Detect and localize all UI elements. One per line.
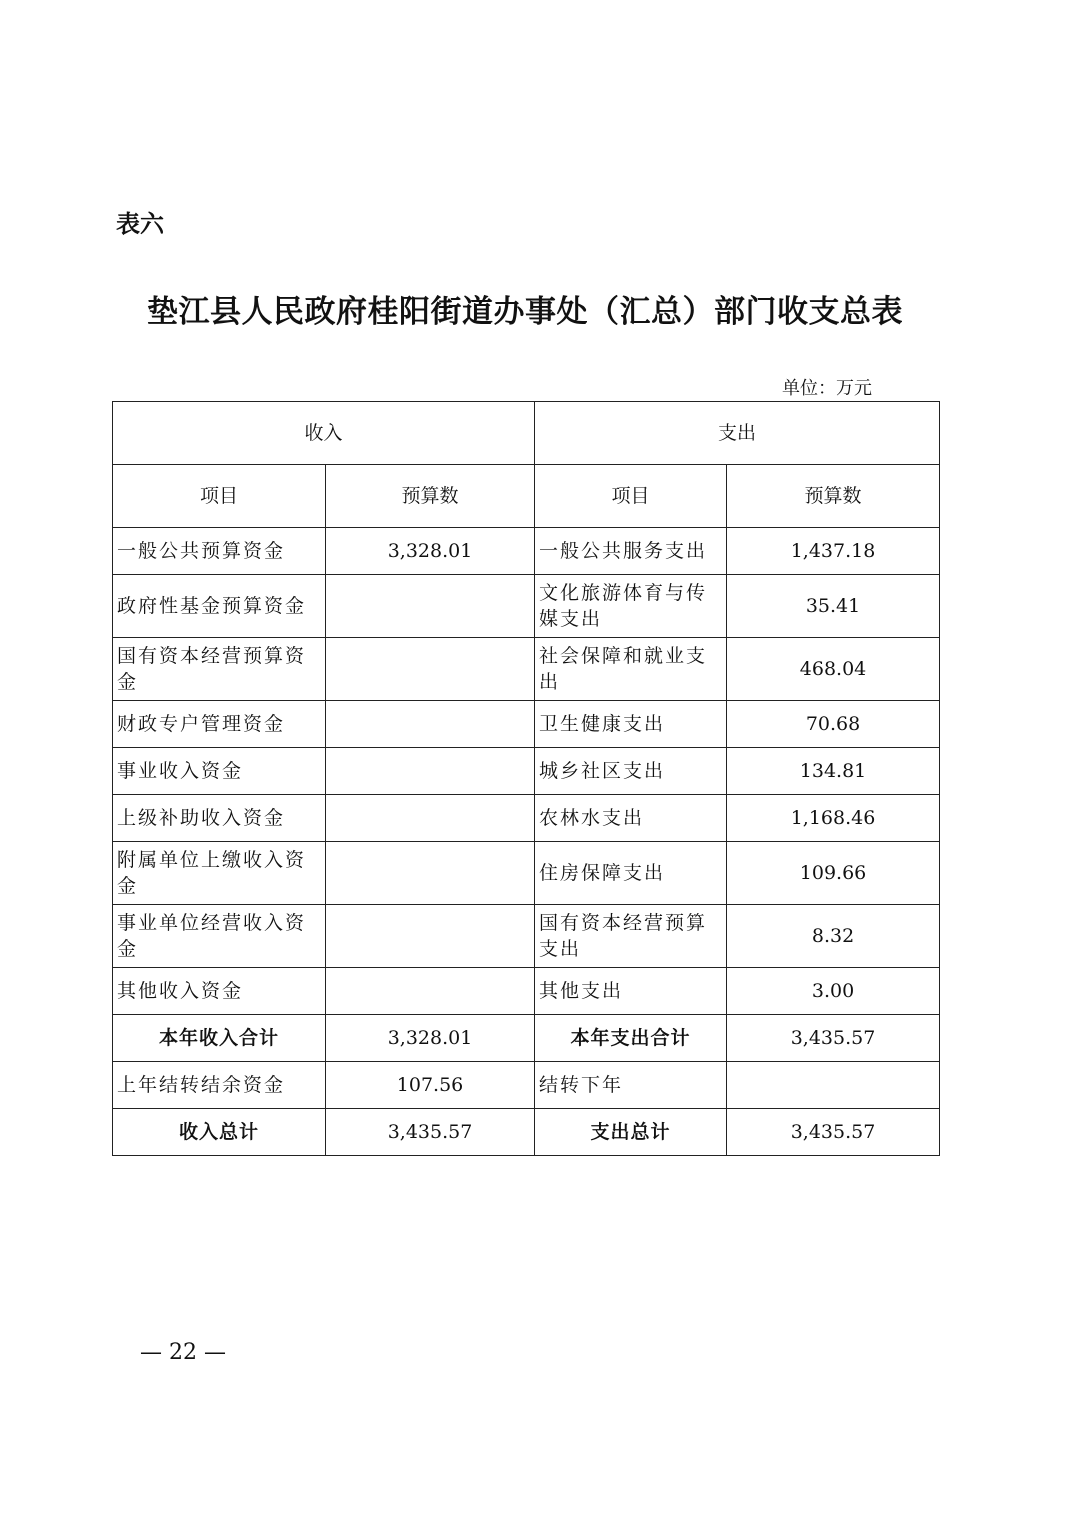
- expense-value: [727, 1062, 940, 1109]
- expense-value-header: 预算数: [727, 465, 940, 528]
- expense-group-header: 支出: [535, 402, 940, 465]
- expense-subtotal-value: 3,435.57: [727, 1015, 940, 1062]
- income-value: [326, 968, 535, 1015]
- unit-label: 单位：万元: [782, 378, 872, 399]
- income-item: 政府性基金预算资金: [113, 575, 326, 638]
- expense-value: 134.81: [727, 748, 940, 795]
- income-item-header: 项目: [113, 465, 326, 528]
- expense-item: 社会保障和就业支出: [535, 638, 727, 701]
- expense-total-label: 支出总计: [535, 1109, 727, 1156]
- income-item: 上级补助收入资金: [113, 795, 326, 842]
- expense-value: 1,437.18: [727, 528, 940, 575]
- table-row: [113, 905, 940, 968]
- income-subtotal-label: 本年收入合计: [113, 1015, 326, 1062]
- expense-value: 35.41: [727, 575, 940, 638]
- expense-value: 70.68: [727, 701, 940, 748]
- income-value: 3,328.01: [326, 528, 535, 575]
- income-group-header: 收入: [113, 402, 535, 465]
- group-header-row: [113, 402, 940, 465]
- table-row: [113, 968, 940, 1015]
- income-value: [326, 905, 535, 968]
- income-total-label: 收入总计: [113, 1109, 326, 1156]
- page-title: 垫江县人民政府桂阳街道办事处（汇总）部门收支总表: [147, 294, 903, 330]
- income-item: 财政专户管理资金: [113, 701, 326, 748]
- table-row: [113, 701, 940, 748]
- income-item: 一般公共预算资金: [113, 528, 326, 575]
- expense-value: 468.04: [727, 638, 940, 701]
- column-header-row: [113, 465, 940, 528]
- income-item: 其他收入资金: [113, 968, 326, 1015]
- expense-item-header: 项目: [535, 465, 727, 528]
- budget-table: [112, 401, 940, 1156]
- expense-item: 国有资本经营预算支出: [535, 905, 727, 968]
- income-item: 事业收入资金: [113, 748, 326, 795]
- income-item: 上年结转结余资金: [113, 1062, 326, 1109]
- table-row: [113, 638, 940, 701]
- income-value: [326, 842, 535, 905]
- expense-total-value: 3,435.57: [727, 1109, 940, 1156]
- expense-item: 城乡社区支出: [535, 748, 727, 795]
- income-value: [326, 795, 535, 842]
- income-value-header: 预算数: [326, 465, 535, 528]
- expense-item: 文化旅游体育与传媒支出: [535, 575, 727, 638]
- income-value: [326, 575, 535, 638]
- expense-item: 卫生健康支出: [535, 701, 727, 748]
- expense-value: 1,168.46: [727, 795, 940, 842]
- expense-value: 3.00: [727, 968, 940, 1015]
- expense-item: 结转下年: [535, 1062, 727, 1109]
- expense-item: 一般公共服务支出: [535, 528, 727, 575]
- income-total-value: 3,435.57: [326, 1109, 535, 1156]
- income-value: [326, 638, 535, 701]
- income-value: [326, 748, 535, 795]
- expense-subtotal-label: 本年支出合计: [535, 1015, 727, 1062]
- income-item: 国有资本经营预算资金: [113, 638, 326, 701]
- page-number: — 22 —: [140, 1340, 226, 1365]
- total-row: [113, 1109, 940, 1156]
- table-row: [113, 748, 940, 795]
- table-label: 表六: [116, 210, 164, 238]
- expense-value: 109.66: [727, 842, 940, 905]
- income-value: [326, 701, 535, 748]
- expense-value: 8.32: [727, 905, 940, 968]
- subtotal-row: [113, 1015, 940, 1062]
- table-row: [113, 1062, 940, 1109]
- table-row: [113, 528, 940, 575]
- expense-item: 住房保障支出: [535, 842, 727, 905]
- expense-item: 农林水支出: [535, 795, 727, 842]
- table-row: [113, 575, 940, 638]
- table-row: [113, 842, 940, 905]
- income-item: 附属单位上缴收入资金: [113, 842, 326, 905]
- expense-item: 其他支出: [535, 968, 727, 1015]
- income-value: 107.56: [326, 1062, 535, 1109]
- table-row: [113, 795, 940, 842]
- income-subtotal-value: 3,328.01: [326, 1015, 535, 1062]
- income-item: 事业单位经营收入资金: [113, 905, 326, 968]
